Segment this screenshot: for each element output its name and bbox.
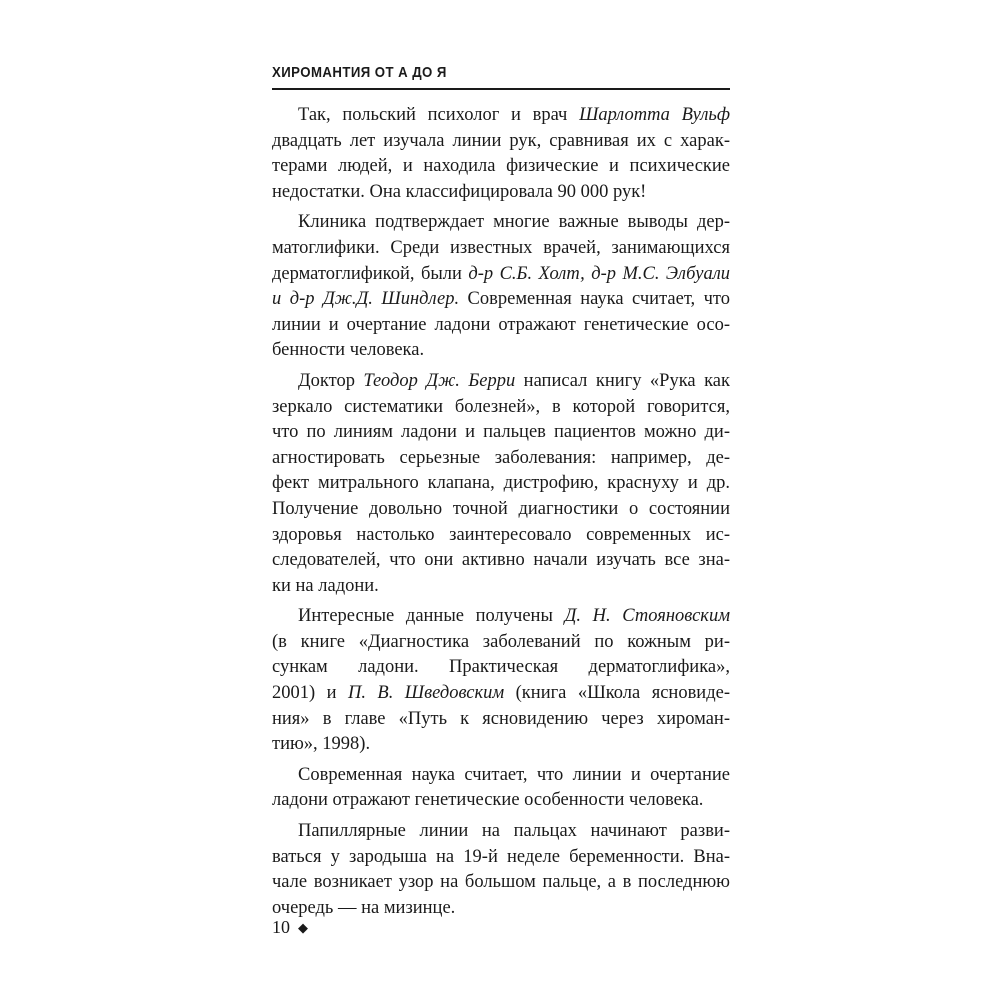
text-line: ки на ладони. (272, 575, 379, 596)
text-line: фект митрального клапана, дистрофию, краснуху и др. (272, 473, 730, 494)
text-line: ния» в главе «Путь к ясновидению через хироман- (272, 708, 730, 729)
text-line: бенности человека. (272, 340, 425, 361)
text-line: Получение довольно точной диагностики о состоянии (272, 498, 730, 519)
book-page (272, 60, 730, 960)
text-line: Папиллярные линии на пальцах начинают разви- (298, 821, 730, 842)
italic-name: и д-р Дж.Д. Шиндлер. (272, 289, 460, 310)
text-line: здоровья настолько заинтересовало современных ис- (272, 524, 730, 545)
text-line: недостатки. Она классифицировала 90 000 рук! (272, 181, 647, 202)
text-line: линии и очертание ладони отражают генетические осо- (272, 314, 730, 335)
text-line: матоглифики. Среди известных врачей, занимающихся (272, 237, 730, 258)
text-line: дерматоглификой, были д-р С.Б. Холт, д-р М.С. Элбуали (272, 263, 730, 284)
text-line: следователей, что они активно начали изучать все зна- (272, 550, 730, 571)
paragraph (272, 819, 730, 921)
paragraph (272, 103, 730, 205)
text-line: и д-р Дж.Д. Шиндлер. Современная наука считает, что (272, 289, 730, 310)
diamond-ornament-icon: ◆ (298, 920, 308, 935)
text-line: ваться у зародыша на 19-й неделе беременности. Вна- (272, 846, 730, 867)
italic-name: д-р С.Б. Холт, д-р М.С. Элбуали (468, 263, 730, 284)
text-line: Современная наука считает, что линии и очертание (298, 764, 730, 785)
header-rule (272, 88, 730, 90)
italic-name: П. В. Шведовским (347, 683, 505, 704)
text-line: сункам ладони. Практическая дерматоглифика», (272, 657, 730, 678)
italic-name: Д. Н. Стояновским (564, 606, 730, 627)
italic-name: Шарлотта Вульф (579, 105, 730, 125)
text-line: (в книге «Диагностика заболеваний по кожным ри- (272, 631, 730, 652)
text-line: терами людей, и находила физические и психические (272, 156, 730, 177)
text-line: чале возникает узор на большом пальце, а в последнюю (272, 872, 730, 893)
paragraph (272, 369, 730, 599)
text-line: что по линиям ладони и пальцев пациентов можно ди- (272, 422, 730, 443)
body-text (272, 103, 730, 921)
paragraph (272, 604, 730, 758)
text-line: очередь — на мизинце. (272, 897, 456, 918)
page-number: 10 (272, 917, 290, 937)
text-line: ладони отражают генетические особенности человека. (272, 790, 704, 811)
folio (272, 917, 308, 938)
text-line: агностировать серьезные заболевания: например, де- (272, 447, 730, 468)
text-line: 2001) и П. В. Шведовским (книга «Школа ясновиде- (272, 683, 730, 704)
text-line: Клиника подтверждает многие важные выводы дер- (298, 212, 730, 233)
text-line: Так, польский психолог и врач Шарлотта Вульф (298, 105, 730, 125)
text-line: двадцать лет изучала линии рук, сравнивая их с харак- (272, 130, 730, 151)
italic-name: Теодор Дж. Берри (363, 370, 516, 391)
running-head: ХИРОМАНТИЯ ОТ А ДО Я (272, 64, 447, 81)
text-line: Интересные данные получены Д. Н. Стояновским (298, 606, 730, 627)
paragraph (272, 210, 730, 364)
paragraph (272, 763, 730, 814)
text-line: зеркало систематики болезней», в которой говорится, (272, 396, 730, 417)
text-line: тию», 1998). (272, 734, 371, 755)
text-line: Доктор Теодор Дж. Берри написал книгу «Рука как (298, 370, 730, 391)
